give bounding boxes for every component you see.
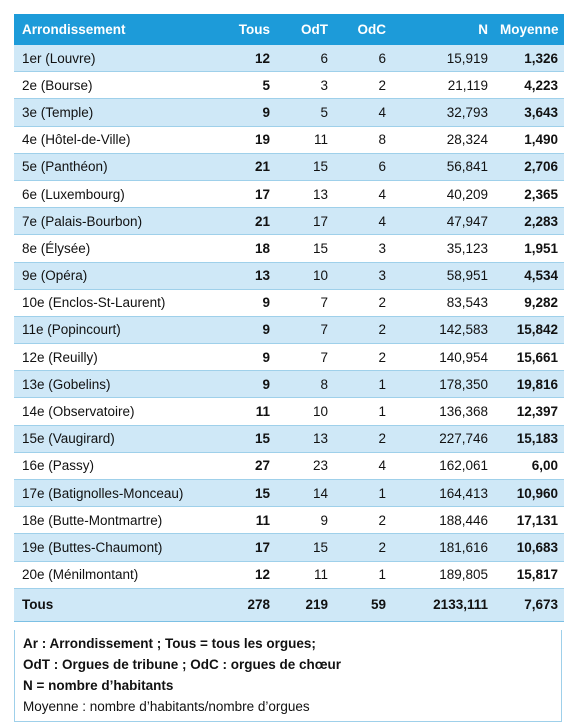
- cell-odt: 5: [276, 99, 334, 126]
- total-cell-n: 2133,111: [392, 588, 494, 621]
- cell-arrondissement: 15e (Vaugirard): [14, 425, 214, 452]
- cell-moyenne: 1,951: [494, 235, 564, 262]
- total-cell-tous: 278: [214, 588, 276, 621]
- cell-arrondissement: 2e (Bourse): [14, 72, 214, 99]
- cell-n: 189,805: [392, 561, 494, 588]
- cell-arrondissement: 4e (Hôtel-de-Ville): [14, 126, 214, 153]
- cell-tous: 9: [214, 289, 276, 316]
- cell-n: 83,543: [392, 289, 494, 316]
- cell-moyenne: 15,842: [494, 316, 564, 343]
- cell-odt: 6: [276, 45, 334, 72]
- cell-arrondissement: 3e (Temple): [14, 99, 214, 126]
- cell-odt: 17: [276, 208, 334, 235]
- cell-moyenne: 4,223: [494, 72, 564, 99]
- cell-odc: 8: [334, 126, 392, 153]
- header-odc: OdC: [334, 14, 392, 45]
- table-row: [14, 561, 564, 588]
- cell-moyenne: 10,683: [494, 534, 564, 561]
- cell-odt: 14: [276, 480, 334, 507]
- table-row: [14, 180, 564, 207]
- header-n: N: [392, 14, 494, 45]
- cell-tous: 9: [214, 344, 276, 371]
- cell-arrondissement: 6e (Luxembourg): [14, 180, 214, 207]
- cell-odc: 4: [334, 180, 392, 207]
- header-arrondissement: Arrondissement: [14, 14, 214, 45]
- cell-moyenne: 19,816: [494, 371, 564, 398]
- cell-arrondissement: 10e (Enclos-St-Laurent): [14, 289, 214, 316]
- cell-odt: 15: [276, 153, 334, 180]
- cell-n: 15,919: [392, 45, 494, 72]
- cell-odc: 4: [334, 99, 392, 126]
- table-row: [14, 398, 564, 425]
- cell-arrondissement: 19e (Buttes-Chaumont): [14, 534, 214, 561]
- cell-arrondissement: 14e (Observatoire): [14, 398, 214, 425]
- cell-odc: 2: [334, 289, 392, 316]
- cell-n: 164,413: [392, 480, 494, 507]
- cell-n: 47,947: [392, 208, 494, 235]
- cell-arrondissement: 5e (Panthéon): [14, 153, 214, 180]
- table-row: [14, 262, 564, 289]
- cell-odc: 1: [334, 480, 392, 507]
- cell-tous: 17: [214, 534, 276, 561]
- table-row: [14, 371, 564, 398]
- cell-n: 142,583: [392, 316, 494, 343]
- header-row: [14, 14, 564, 45]
- total-cell-odc: 59: [334, 588, 392, 621]
- cell-odt: 7: [276, 316, 334, 343]
- cell-tous: 12: [214, 561, 276, 588]
- table-row: [14, 316, 564, 343]
- header-odt: OdT: [276, 14, 334, 45]
- cell-arrondissement: 20e (Ménilmontant): [14, 561, 214, 588]
- cell-odt: 15: [276, 534, 334, 561]
- cell-odt: 13: [276, 180, 334, 207]
- cell-odc: 1: [334, 561, 392, 588]
- cell-tous: 9: [214, 316, 276, 343]
- cell-odt: 23: [276, 452, 334, 479]
- cell-odc: 1: [334, 398, 392, 425]
- cell-arrondissement: 17e (Batignolles-Monceau): [14, 480, 214, 507]
- cell-odc: 1: [334, 371, 392, 398]
- cell-odt: 11: [276, 561, 334, 588]
- legend-line-2: OdT : Orgues de tribune ; OdC : orgues de chœur: [23, 657, 342, 672]
- legend-line-1: Ar : Arrondissement ; Tous = tous les orgues;: [23, 636, 316, 651]
- cell-odc: 3: [334, 262, 392, 289]
- cell-moyenne: 10,960: [494, 480, 564, 507]
- cell-tous: 12: [214, 45, 276, 72]
- cell-n: 140,954: [392, 344, 494, 371]
- cell-moyenne: 15,661: [494, 344, 564, 371]
- table-row: [14, 235, 564, 262]
- header-moyenne: Moyenne: [494, 14, 564, 45]
- legend-line-3: N = nombre d’habitants: [23, 678, 174, 693]
- cell-odt: 7: [276, 289, 334, 316]
- cell-n: 35,123: [392, 235, 494, 262]
- cell-moyenne: 6,00: [494, 452, 564, 479]
- cell-odt: 15: [276, 235, 334, 262]
- cell-odc: 3: [334, 235, 392, 262]
- cell-n: 188,446: [392, 507, 494, 534]
- cell-tous: 9: [214, 99, 276, 126]
- cell-odc: 4: [334, 452, 392, 479]
- table-row: [14, 72, 564, 99]
- cell-arrondissement: 11e (Popincourt): [14, 316, 214, 343]
- cell-moyenne: 1,490: [494, 126, 564, 153]
- cell-tous: 15: [214, 480, 276, 507]
- table-row: [14, 452, 564, 479]
- table-row: [14, 99, 564, 126]
- cell-odc: 4: [334, 208, 392, 235]
- cell-arrondissement: 7e (Palais-Bourbon): [14, 208, 214, 235]
- cell-moyenne: 4,534: [494, 262, 564, 289]
- legend-line-4: Moyenne : nombre d’habitants/nombre d’orgues: [23, 699, 310, 714]
- cell-moyenne: 1,326: [494, 45, 564, 72]
- cell-moyenne: 2,706: [494, 153, 564, 180]
- cell-moyenne: 9,282: [494, 289, 564, 316]
- cell-arrondissement: 1er (Louvre): [14, 45, 214, 72]
- cell-odt: 7: [276, 344, 334, 371]
- total-cell-odt: 219: [276, 588, 334, 621]
- cell-arrondissement: 18e (Butte-Montmartre): [14, 507, 214, 534]
- cell-odt: 8: [276, 371, 334, 398]
- cell-tous: 18: [214, 235, 276, 262]
- cell-moyenne: 15,183: [494, 425, 564, 452]
- cell-moyenne: 2,365: [494, 180, 564, 207]
- cell-odc: 2: [334, 425, 392, 452]
- cell-arrondissement: 13e (Gobelins): [14, 371, 214, 398]
- cell-tous: 17: [214, 180, 276, 207]
- cell-odt: 13: [276, 425, 334, 452]
- total-row: [14, 588, 564, 621]
- cell-arrondissement: 8e (Élysée): [14, 235, 214, 262]
- cell-tous: 21: [214, 208, 276, 235]
- cell-tous: 13: [214, 262, 276, 289]
- total-cell-arrondissement: Tous: [14, 588, 214, 621]
- table-row: [14, 208, 564, 235]
- cell-tous: 15: [214, 425, 276, 452]
- cell-n: 227,746: [392, 425, 494, 452]
- cell-moyenne: 17,131: [494, 507, 564, 534]
- legend-box: [14, 630, 562, 722]
- table-row: [14, 534, 564, 561]
- table-body: [14, 45, 564, 622]
- table-row: [14, 126, 564, 153]
- cell-tous: 5: [214, 72, 276, 99]
- cell-n: 58,951: [392, 262, 494, 289]
- cell-odc: 2: [334, 534, 392, 561]
- cell-odc: 2: [334, 316, 392, 343]
- table-row: [14, 153, 564, 180]
- cell-n: 162,061: [392, 452, 494, 479]
- cell-tous: 11: [214, 398, 276, 425]
- cell-n: 40,209: [392, 180, 494, 207]
- cell-odc: 2: [334, 507, 392, 534]
- cell-odc: 6: [334, 45, 392, 72]
- header-tous: Tous: [214, 14, 276, 45]
- cell-odt: 10: [276, 262, 334, 289]
- table-row: [14, 289, 564, 316]
- arrondissement-table: [14, 14, 564, 622]
- cell-moyenne: 12,397: [494, 398, 564, 425]
- cell-odc: 6: [334, 153, 392, 180]
- table-row: [14, 507, 564, 534]
- cell-moyenne: 15,817: [494, 561, 564, 588]
- cell-tous: 21: [214, 153, 276, 180]
- cell-n: 181,616: [392, 534, 494, 561]
- cell-n: 28,324: [392, 126, 494, 153]
- table-row: [14, 45, 564, 72]
- cell-odt: 9: [276, 507, 334, 534]
- cell-odc: 2: [334, 72, 392, 99]
- table-row: [14, 425, 564, 452]
- cell-arrondissement: 9e (Opéra): [14, 262, 214, 289]
- cell-odt: 3: [276, 72, 334, 99]
- total-cell-moyenne: 7,673: [494, 588, 564, 621]
- cell-tous: 9: [214, 371, 276, 398]
- cell-tous: 11: [214, 507, 276, 534]
- cell-n: 32,793: [392, 99, 494, 126]
- cell-n: 56,841: [392, 153, 494, 180]
- cell-odt: 10: [276, 398, 334, 425]
- cell-n: 178,350: [392, 371, 494, 398]
- cell-tous: 19: [214, 126, 276, 153]
- cell-arrondissement: 12e (Reuilly): [14, 344, 214, 371]
- cell-n: 21,119: [392, 72, 494, 99]
- cell-moyenne: 2,283: [494, 208, 564, 235]
- cell-moyenne: 3,643: [494, 99, 564, 126]
- cell-arrondissement: 16e (Passy): [14, 452, 214, 479]
- cell-odc: 2: [334, 344, 392, 371]
- cell-odt: 11: [276, 126, 334, 153]
- cell-tous: 27: [214, 452, 276, 479]
- table-row: [14, 344, 564, 371]
- cell-n: 136,368: [392, 398, 494, 425]
- table-row: [14, 480, 564, 507]
